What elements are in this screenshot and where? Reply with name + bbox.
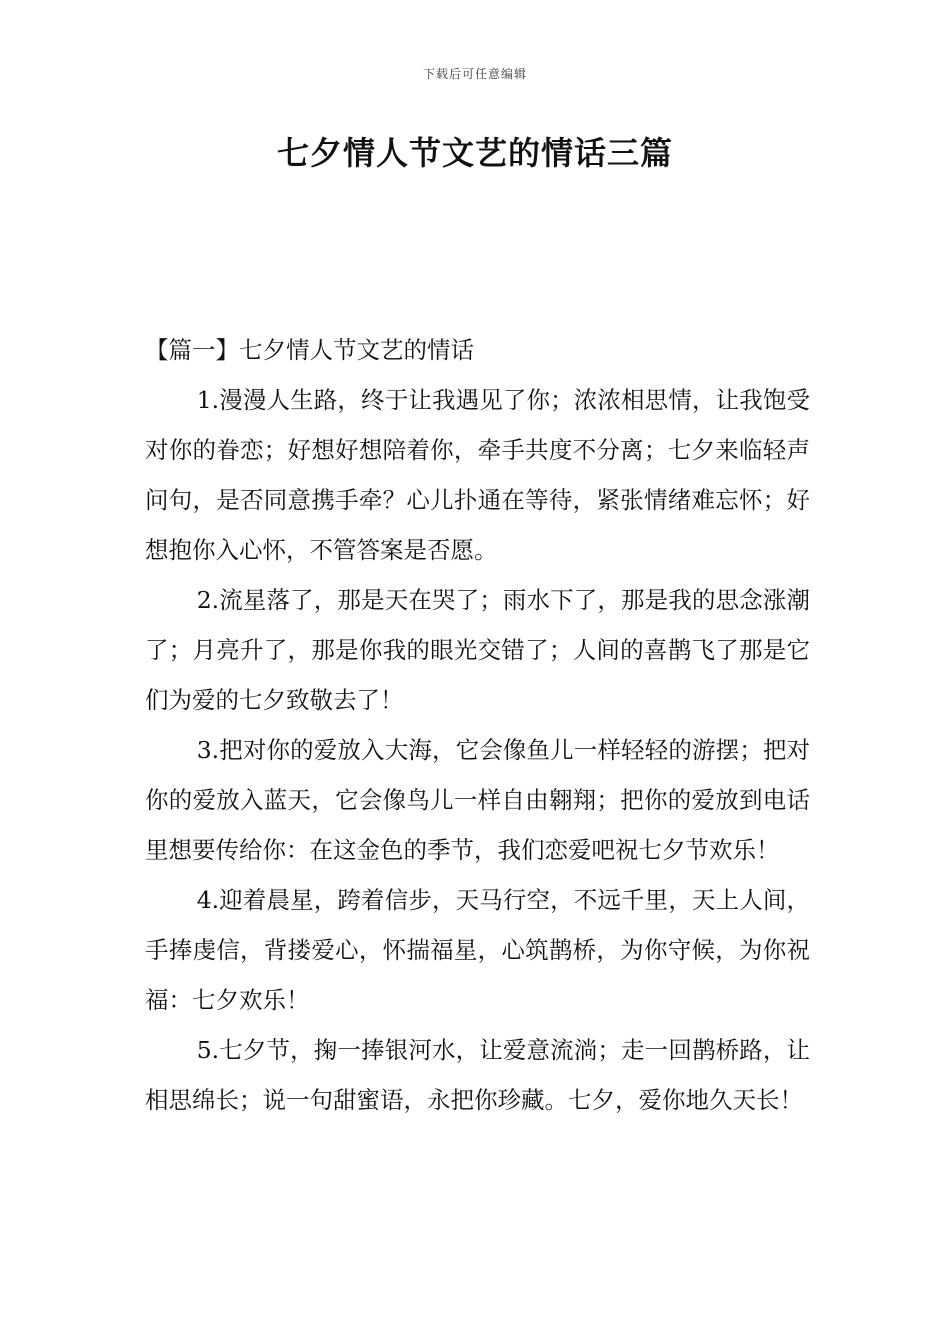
- document-title: 七夕情人节文艺的情话三篇: [276, 134, 673, 172]
- section-heading: 【篇一】七夕情人节文艺的情话: [145, 336, 474, 364]
- paragraph-1: 1.漫漫人生路，终于让我遇见了你；浓浓相思情，让我饱受对你的眷恋；好想好想陪着你，牵手共度不分离；七夕来临轻声问句，是否同意携手牵？心儿扑通在等待，紧张情绪难忘怀；好想抱你入心怀，不管答案是否愿。: [145, 386, 810, 564]
- document-body: [145, 325, 810, 1125]
- paragraph-5: 5.七夕节，掬一捧银河水，让爱意流淌；走一回鹊桥路，让相思绵长；说一句甜蜜语，永把你珍藏。七夕，爱你地久天长！: [145, 1036, 810, 1114]
- paragraph-2: 2.流星落了，那是天在哭了；雨水下了，那是我的思念涨潮了；月亮升了，那是你我的眼光交错了；人间的喜鹊飞了那是它们为爱的七夕致敬去了！: [145, 586, 810, 714]
- header-note: 下载后可任意编辑: [422, 67, 527, 81]
- paragraph-4: 4.迎着晨星，跨着信步，天马行空，不远千里，天上人间，手捧虔信，背搂爱心，怀揣福星，心筑鹊桥，为你守候，为你祝福：七夕欢乐！: [145, 886, 810, 1014]
- paragraph-3: 3.把对你的爱放入大海，它会像鱼儿一样轻轻的游摆；把对你的爱放入蓝天，它会像鸟儿一样自由翱翔；把你的爱放到电话里想要传给你：在这金色的季节，我们恋爱吧祝七夕节欢乐！: [145, 736, 810, 864]
